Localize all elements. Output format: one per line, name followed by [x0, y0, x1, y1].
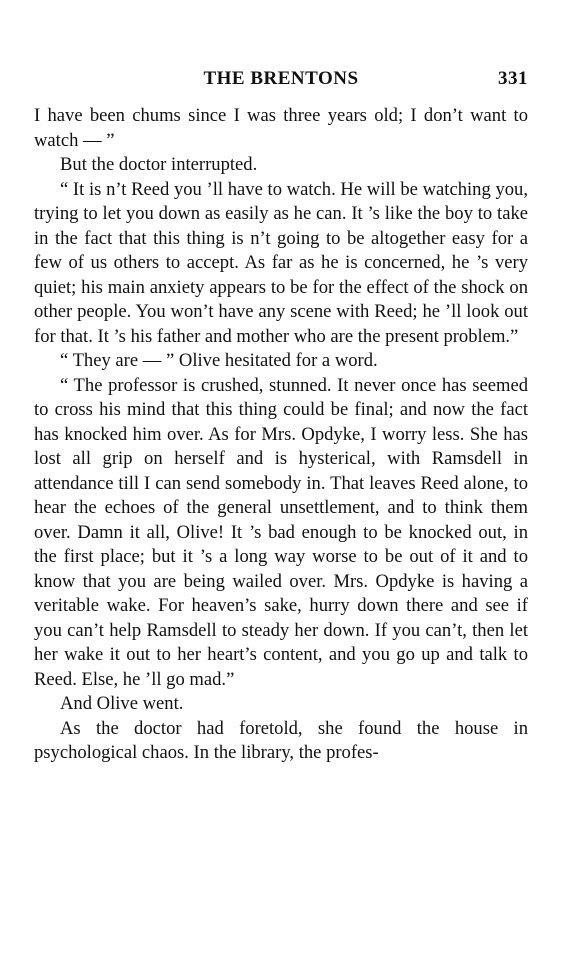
- paragraph: “ It is n’t Reed you ’ll have to watch. He will be watching you, trying to let you down as easily as he can. It ’s like the boy to take in the fact that this thing is n’t going to be altogether easy for a few of us others to accept. As far as he is concerned, he ’s very quiet; his main anxiety appears to be for the effect of the shock on other people. You won’t have any scene with Reed; he ’ll look out for that. It ’s his father and mother who are the present problem.”: [34, 178, 528, 347]
- running-header: [34, 66, 528, 96]
- paragraph-continuation: I have been chums since I was three years old; I don’t want to watch — ”: [34, 105, 528, 151]
- paragraph: And Olive went.: [60, 693, 184, 714]
- paragraph: As the doctor had foretold, she found the house in psychological chaos. In the library, the profes-: [34, 717, 528, 763]
- page-number: 331: [498, 68, 528, 89]
- paragraph: “ The professor is crushed, stunned. It never once has seemed to cross his mind that this thing could be final; and now the fact has knocked him over. As for Mrs. Opdyke, I worry less. She has lost all grip on herself and is hysterical, with Ramsdell in attendance till I can send somebody in. That leaves Reed alone, to hear the echoes of the general unsettlement, and to think them over. Damn it all, Olive! It ’s bad enough to be knocked out, in the first place; but it ’s a long way worse to be out of it and to know that you are being wailed over. Mrs. Opdyke is having a veritable wake. For heaven’s sake, hurry down there and see if you can’t help Ramsdell to steady her down. If you can’t, then let her wake it out to her heart’s content, and you go up and talk to Reed. Else, he ’ll go mad.”: [34, 374, 528, 690]
- book-page: [34, 66, 528, 766]
- running-title: THE BRENTONS: [203, 68, 359, 89]
- body-text: [34, 104, 528, 766]
- paragraph: “ They are — ” Olive hesitated for a word.: [60, 350, 378, 371]
- paragraph: But the doctor interrupted.: [60, 154, 258, 175]
